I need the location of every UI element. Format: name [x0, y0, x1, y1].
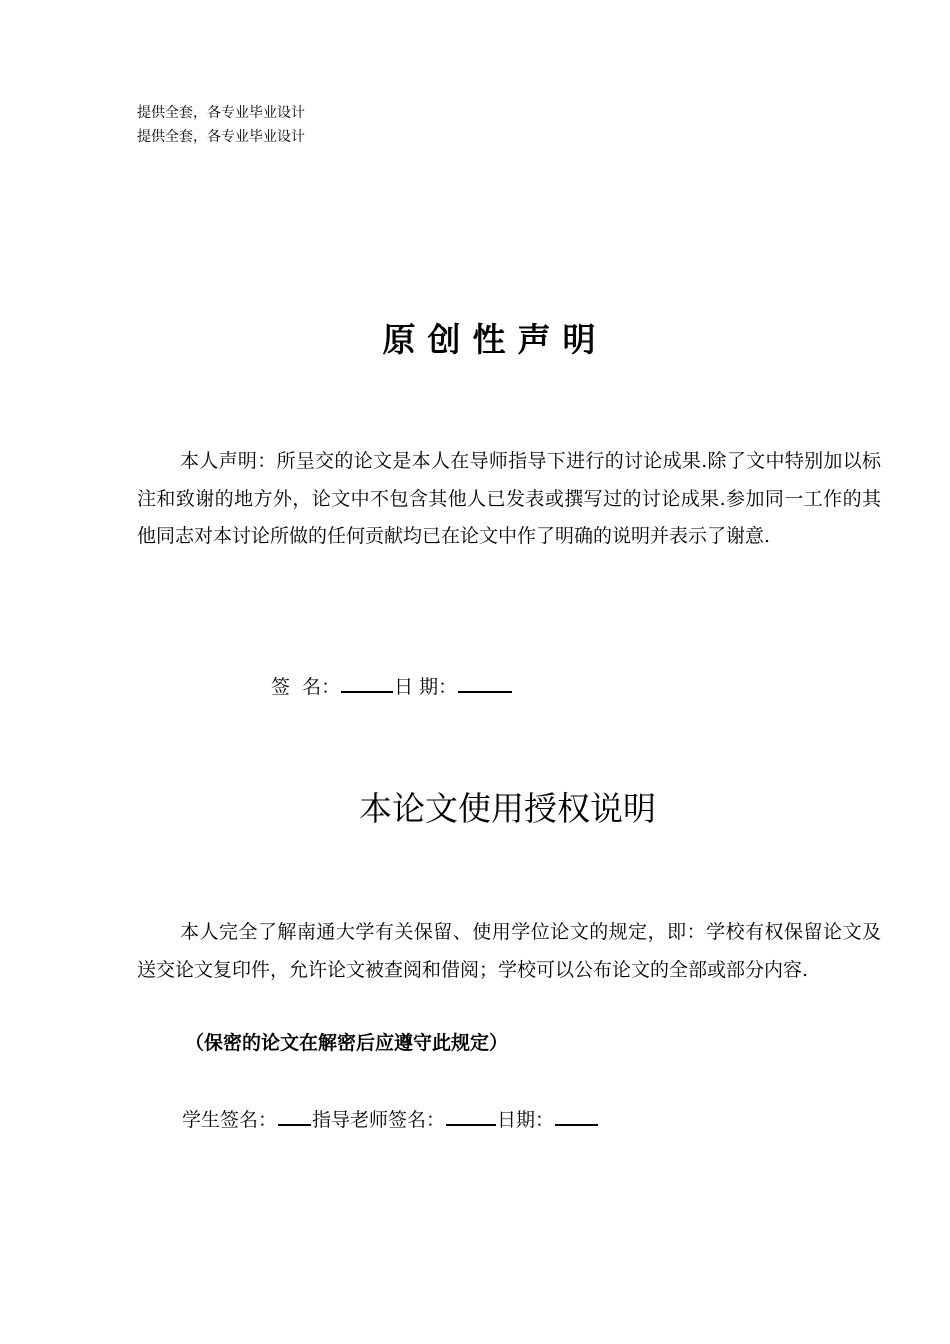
date-label: 日 期： [394, 676, 458, 698]
originality-paragraph: 本人声明：所呈交的论文是本人在导师指导下进行的讨论成果.除了文中特别加以标注和致谢的地方外，论文中不包含其他人已发表或撰写过的讨论成果.参加同一工作的其他同志对本讨论所做的任何贡献均已在论文中作了明确的说明并表示了谢意. [137, 450, 881, 547]
date-blank[interactable] [458, 673, 512, 693]
auth-date-blank[interactable] [555, 1106, 598, 1126]
advisor-sign-label: 指导老师签名： [312, 1109, 446, 1131]
authorization-signature-row [182, 1106, 599, 1133]
header-line-2: 提供全套，各专业毕业设计 [137, 129, 305, 145]
student-signature-blank[interactable] [278, 1106, 311, 1126]
originality-signature-row [271, 673, 513, 700]
advisor-signature-blank[interactable] [446, 1106, 496, 1126]
student-sign-label: 学生签名： [182, 1109, 278, 1131]
authorization-paragraph: 本人完全了解南通大学有关保留、使用学位论文的规定，即：学校有权保留论文及送交论文复印件，允许论文被查阅和借阅；学校可以公布论文的全部或部分内容. [137, 921, 881, 981]
header-line-1: 提供全套，各专业毕业设计 [137, 105, 305, 121]
originality-title: 原创性声明 [382, 320, 608, 359]
authorization-title: 本论文使用授权说明 [359, 789, 656, 828]
sign-label: 签 名： [271, 676, 341, 698]
confidential-note: （保密的论文在解密后应遵守此规定） [185, 1032, 509, 1054]
signature-blank[interactable] [341, 673, 393, 693]
auth-date-label: 日期： [497, 1109, 555, 1131]
